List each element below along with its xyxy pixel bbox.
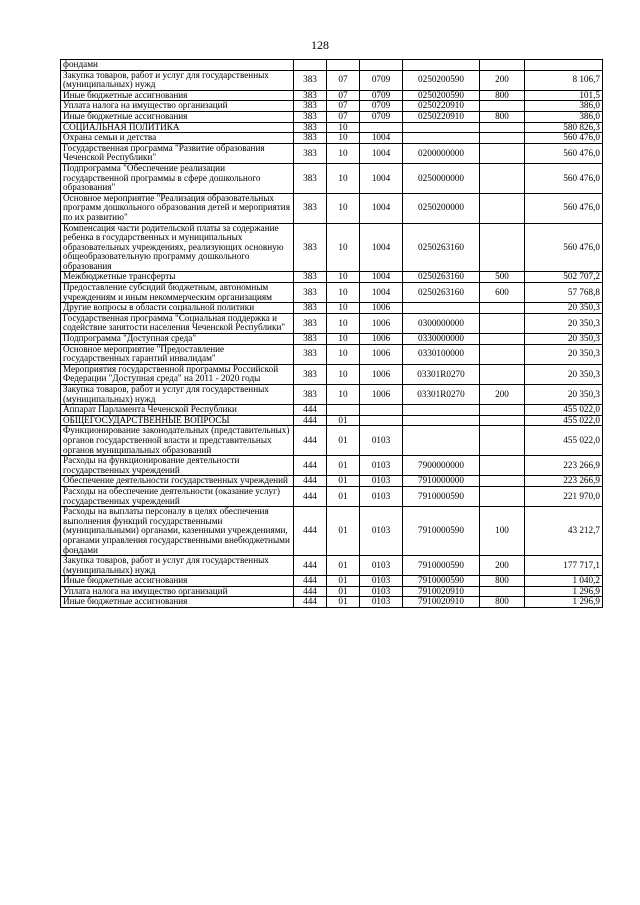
subsection-cell: 0103 (360, 456, 403, 476)
subsection-cell (360, 405, 403, 416)
ministry-code-cell: 444 (294, 415, 327, 426)
ministry-code-cell: 383 (294, 163, 327, 193)
subsection-cell (360, 60, 403, 71)
table-row (61, 426, 603, 456)
ministry-code-cell: 444 (294, 456, 327, 476)
expense-name-cell: Обеспечение деятельности государственных учреждений (61, 476, 294, 487)
expense-type-cell: 200 (480, 70, 525, 90)
ministry-code-cell: 383 (294, 143, 327, 163)
subsection-cell: 1006 (360, 313, 403, 333)
amount-cell: 8 106,7 (525, 70, 603, 90)
expense-type-cell (480, 415, 525, 426)
target-article-cell: 7900000000 (403, 456, 480, 476)
ministry-code-cell: 383 (294, 313, 327, 333)
section-cell: 10 (327, 344, 360, 364)
amount-cell: 57 768,8 (525, 283, 603, 303)
amount-cell: 1 296,9 (525, 597, 603, 608)
target-article-cell: 0250200590 (403, 70, 480, 90)
amount-cell: 177 717,1 (525, 556, 603, 576)
target-article-cell: 0200000000 (403, 143, 480, 163)
subsection-cell: 1004 (360, 163, 403, 193)
amount-cell: 386,0 (525, 111, 603, 122)
section-cell: 01 (327, 456, 360, 476)
subsection-cell: 0103 (360, 507, 403, 556)
table-row (61, 334, 603, 345)
ministry-code-cell: 383 (294, 90, 327, 101)
amount-cell: 1 296,9 (525, 586, 603, 597)
subsection-cell: 0103 (360, 576, 403, 587)
amount-cell: 560 476,0 (525, 143, 603, 163)
subsection-cell: 1004 (360, 223, 403, 272)
section-cell: 10 (327, 303, 360, 314)
expense-name-cell: Государственная программа "Социальная поддержка и содействие занятости населения Чеченской Республики" (61, 313, 294, 333)
expense-type-cell (480, 313, 525, 333)
section-cell: 07 (327, 111, 360, 122)
section-cell: 10 (327, 193, 360, 223)
expense-name-cell: Уплата налога на имущество организаций (61, 586, 294, 597)
target-article-cell: 7910000590 (403, 576, 480, 587)
expense-name-cell: Закупка товаров, работ и услуг для государственных (муниципальных) нужд (61, 385, 294, 405)
target-article-cell: 0330100000 (403, 344, 480, 364)
amount-cell: 386,0 (525, 101, 603, 112)
expense-type-cell (480, 60, 525, 71)
expense-type-cell (480, 364, 525, 384)
expense-type-cell (480, 486, 525, 506)
section-cell: 10 (327, 283, 360, 303)
section-cell: 10 (327, 272, 360, 283)
target-article-cell: 0330000000 (403, 334, 480, 345)
subsection-cell: 0103 (360, 426, 403, 456)
expense-type-cell (480, 476, 525, 487)
subsection-cell: 1004 (360, 193, 403, 223)
subsection-cell: 0103 (360, 597, 403, 608)
target-article-cell: 0250200590 (403, 90, 480, 101)
subsection-cell: 1004 (360, 143, 403, 163)
ministry-code-cell: 383 (294, 111, 327, 122)
ministry-code-cell: 444 (294, 586, 327, 597)
expense-name-cell: Подпрограмма "Обеспечение реализации государственной программы в сфере дошкольного образования" (61, 163, 294, 193)
ministry-code-cell: 444 (294, 486, 327, 506)
section-cell: 07 (327, 90, 360, 101)
target-article-cell (403, 60, 480, 71)
expense-name-cell: Подпрограмма "Доступная среда" (61, 334, 294, 345)
subsection-cell: 0709 (360, 101, 403, 112)
page-number: 128 (311, 38, 329, 52)
amount-cell: 20 350,3 (525, 303, 603, 314)
expense-type-cell (480, 456, 525, 476)
table-row (61, 364, 603, 384)
subsection-cell (360, 415, 403, 426)
section-cell: 07 (327, 70, 360, 90)
target-article-cell: 0250220910 (403, 111, 480, 122)
expense-type-cell: 500 (480, 272, 525, 283)
section-cell: 10 (327, 364, 360, 384)
amount-cell: 223 266,9 (525, 456, 603, 476)
expense-type-cell: 800 (480, 597, 525, 608)
ministry-code-cell: 383 (294, 223, 327, 272)
target-article-cell: 03301R0270 (403, 385, 480, 405)
amount-cell: 101,5 (525, 90, 603, 101)
target-article-cell: 0250220910 (403, 101, 480, 112)
section-cell: 01 (327, 415, 360, 426)
section-cell (327, 60, 360, 71)
expense-type-cell: 100 (480, 507, 525, 556)
table-row (61, 143, 603, 163)
expense-type-cell: 800 (480, 576, 525, 587)
target-article-cell: 7910000590 (403, 507, 480, 556)
expense-type-cell (480, 334, 525, 345)
target-article-cell: 7910020910 (403, 597, 480, 608)
ministry-code-cell: 444 (294, 507, 327, 556)
section-cell: 10 (327, 313, 360, 333)
section-cell: 01 (327, 486, 360, 506)
section-cell: 01 (327, 597, 360, 608)
subsection-cell: 1006 (360, 385, 403, 405)
expense-name-cell: Мероприятия государственной программы Российской Федерации "Доступная среда" на 2011 - 2020 годы (61, 364, 294, 384)
table-row (61, 556, 603, 576)
ministry-code-cell: 444 (294, 476, 327, 487)
expense-type-cell (480, 344, 525, 364)
table-row (61, 133, 603, 144)
amount-cell: 560 476,0 (525, 193, 603, 223)
table-row (61, 476, 603, 487)
table-row (61, 313, 603, 333)
ministry-code-cell: 444 (294, 576, 327, 587)
table-row (61, 101, 603, 112)
target-article-cell (403, 426, 480, 456)
expense-type-cell: 600 (480, 283, 525, 303)
target-article-cell (403, 122, 480, 133)
section-cell: 10 (327, 385, 360, 405)
section-cell: 10 (327, 143, 360, 163)
budget-table (60, 59, 603, 608)
subsection-cell: 0103 (360, 586, 403, 597)
subsection-cell: 1006 (360, 364, 403, 384)
target-article-cell (403, 303, 480, 314)
ministry-code-cell (294, 60, 327, 71)
amount-cell: 221 970,0 (525, 486, 603, 506)
table-row (61, 385, 603, 405)
expense-name-cell: Государственная программа "Развитие образования Чеченской Республики" (61, 143, 294, 163)
ministry-code-cell: 383 (294, 344, 327, 364)
amount-cell (525, 60, 603, 71)
expense-name-cell: Охрана семьи и детства (61, 133, 294, 144)
table-row (61, 272, 603, 283)
ministry-code-cell: 383 (294, 272, 327, 283)
subsection-cell: 1006 (360, 344, 403, 364)
table-row (61, 456, 603, 476)
amount-cell: 455 022,0 (525, 426, 603, 456)
ministry-code-cell: 444 (294, 405, 327, 416)
amount-cell: 580 826,3 (525, 122, 603, 133)
ministry-code-cell: 383 (294, 193, 327, 223)
subsection-cell: 0709 (360, 111, 403, 122)
section-cell: 10 (327, 122, 360, 133)
expense-name-cell: Иные бюджетные ассигнования (61, 111, 294, 122)
table-row (61, 586, 603, 597)
amount-cell: 43 212,7 (525, 507, 603, 556)
expense-name-cell: СОЦИАЛЬНАЯ ПОЛИТИКА (61, 122, 294, 133)
target-article-cell: 0300000000 (403, 313, 480, 333)
section-cell: 10 (327, 163, 360, 193)
expense-type-cell (480, 405, 525, 416)
expense-name-cell: Функционирование законодательных (представительных) органов государственной власти и представительных органов муниципальных образований (61, 426, 294, 456)
ministry-code-cell: 383 (294, 334, 327, 345)
amount-cell: 502 707,2 (525, 272, 603, 283)
amount-cell: 455 022,0 (525, 415, 603, 426)
table-row (61, 405, 603, 416)
subsection-cell: 0709 (360, 70, 403, 90)
expense-type-cell (480, 586, 525, 597)
expense-name-cell: Аппарат Парламента Чеченской Республики (61, 405, 294, 416)
subsection-cell: 1004 (360, 283, 403, 303)
expense-type-cell: 200 (480, 385, 525, 405)
table-row (61, 344, 603, 364)
target-article-cell (403, 415, 480, 426)
ministry-code-cell: 383 (294, 133, 327, 144)
expense-name-cell: Расходы на выплаты персоналу в целях обеспечения выполнения функций государственными (муниципальными) органами, казенными учреждениями, органами управления государственными внебюджетными фондами (61, 507, 294, 556)
table-row (61, 163, 603, 193)
expense-name-cell: Закупка товаров, работ и услуг для государственных (муниципальных) нужд (61, 556, 294, 576)
expense-type-cell: 800 (480, 111, 525, 122)
expense-name-cell: Иные бюджетные ассигнования (61, 576, 294, 587)
subsection-cell: 1006 (360, 334, 403, 345)
ministry-code-cell: 444 (294, 556, 327, 576)
budget-table-body (61, 60, 603, 608)
expense-name-cell: Основное мероприятие "Предоставление государственных гарантий инвалидам" (61, 344, 294, 364)
section-cell (327, 405, 360, 416)
expense-name-cell: Расходы на обеспечение деятельности (оказание услуг) государственных учреждений (61, 486, 294, 506)
ministry-code-cell: 383 (294, 283, 327, 303)
amount-cell: 20 350,3 (525, 334, 603, 345)
ministry-code-cell: 383 (294, 303, 327, 314)
amount-cell: 560 476,0 (525, 133, 603, 144)
amount-cell: 1 040,2 (525, 576, 603, 587)
table-row (61, 576, 603, 587)
amount-cell: 455 022,0 (525, 405, 603, 416)
table-row (61, 507, 603, 556)
table-row (61, 70, 603, 90)
section-cell: 01 (327, 576, 360, 587)
amount-cell: 20 350,3 (525, 313, 603, 333)
expense-name-cell: Расходы на функционирование деятельности государственных учреждений (61, 456, 294, 476)
ministry-code-cell: 383 (294, 122, 327, 133)
subsection-cell: 0103 (360, 476, 403, 487)
expense-type-cell (480, 101, 525, 112)
section-cell: 01 (327, 507, 360, 556)
target-article-cell: 0250000000 (403, 163, 480, 193)
section-cell: 01 (327, 556, 360, 576)
table-row (61, 223, 603, 272)
table-row (61, 111, 603, 122)
section-cell: 10 (327, 133, 360, 144)
subsection-cell: 1006 (360, 303, 403, 314)
table-row (61, 283, 603, 303)
ministry-code-cell: 383 (294, 364, 327, 384)
ministry-code-cell: 383 (294, 70, 327, 90)
target-article-cell: 7910000590 (403, 556, 480, 576)
expense-type-cell: 800 (480, 90, 525, 101)
target-article-cell (403, 133, 480, 144)
ministry-code-cell: 383 (294, 385, 327, 405)
table-row (61, 60, 603, 71)
expense-name-cell: фондами (61, 60, 294, 71)
amount-cell: 223 266,9 (525, 476, 603, 487)
subsection-cell: 0709 (360, 90, 403, 101)
table-row (61, 122, 603, 133)
subsection-cell: 1004 (360, 272, 403, 283)
section-cell: 07 (327, 101, 360, 112)
section-cell: 01 (327, 426, 360, 456)
expense-name-cell: Предоставление субсидий бюджетным, автономным учреждениям и иным некоммерческим организациям (61, 283, 294, 303)
target-article-cell: 7910020910 (403, 586, 480, 597)
ministry-code-cell: 444 (294, 426, 327, 456)
table-row (61, 90, 603, 101)
target-article-cell: 7910000000 (403, 476, 480, 487)
amount-cell: 20 350,3 (525, 385, 603, 405)
table-row (61, 486, 603, 506)
subsection-cell: 1004 (360, 133, 403, 144)
table-row (61, 303, 603, 314)
expense-type-cell (480, 193, 525, 223)
expense-type-cell: 200 (480, 556, 525, 576)
expense-type-cell (480, 223, 525, 272)
ministry-code-cell: 383 (294, 101, 327, 112)
target-article-cell: 03301R0270 (403, 364, 480, 384)
subsection-cell: 0103 (360, 486, 403, 506)
expense-name-cell: ОБЩЕГОСУДАРСТВЕННЫЕ ВОПРОСЫ (61, 415, 294, 426)
expense-type-cell (480, 426, 525, 456)
section-cell: 10 (327, 223, 360, 272)
expense-type-cell (480, 303, 525, 314)
subsection-cell: 0103 (360, 556, 403, 576)
expense-name-cell: Иные бюджетные ассигнования (61, 90, 294, 101)
table-row (61, 597, 603, 608)
target-article-cell: 0250263160 (403, 272, 480, 283)
expense-name-cell: Основное мероприятие "Реализация образовательных программ дошкольного образования детей и мероприятия по их развитию" (61, 193, 294, 223)
amount-cell: 560 476,0 (525, 223, 603, 272)
expense-type-cell (480, 163, 525, 193)
expense-name-cell: Межбюджетные трансферты (61, 272, 294, 283)
expense-name-cell: Иные бюджетные ассигнования (61, 597, 294, 608)
section-cell: 01 (327, 586, 360, 597)
target-article-cell: 0250263160 (403, 223, 480, 272)
target-article-cell: 0250200000 (403, 193, 480, 223)
target-article-cell: 7910000590 (403, 486, 480, 506)
section-cell: 01 (327, 476, 360, 487)
table-row (61, 193, 603, 223)
subsection-cell (360, 122, 403, 133)
expense-type-cell (480, 143, 525, 163)
expense-name-cell: Компенсация части родительской платы за содержание ребенка в государственных и муниципальных образовательных учреждениях, реализующих основную общеобразовательную программу дошкольного образования (61, 223, 294, 272)
amount-cell: 20 350,3 (525, 344, 603, 364)
section-cell: 10 (327, 334, 360, 345)
expense-name-cell: Закупка товаров, работ и услуг для государственных (муниципальных) нужд (61, 70, 294, 90)
table-row (61, 415, 603, 426)
target-article-cell: 0250263160 (403, 283, 480, 303)
amount-cell: 560 476,0 (525, 163, 603, 193)
expense-type-cell (480, 122, 525, 133)
expense-type-cell (480, 133, 525, 144)
target-article-cell (403, 405, 480, 416)
expense-name-cell: Другие вопросы в области социальной политики (61, 303, 294, 314)
amount-cell: 20 350,3 (525, 364, 603, 384)
ministry-code-cell: 444 (294, 597, 327, 608)
expense-name-cell: Уплата налога на имущество организаций (61, 101, 294, 112)
